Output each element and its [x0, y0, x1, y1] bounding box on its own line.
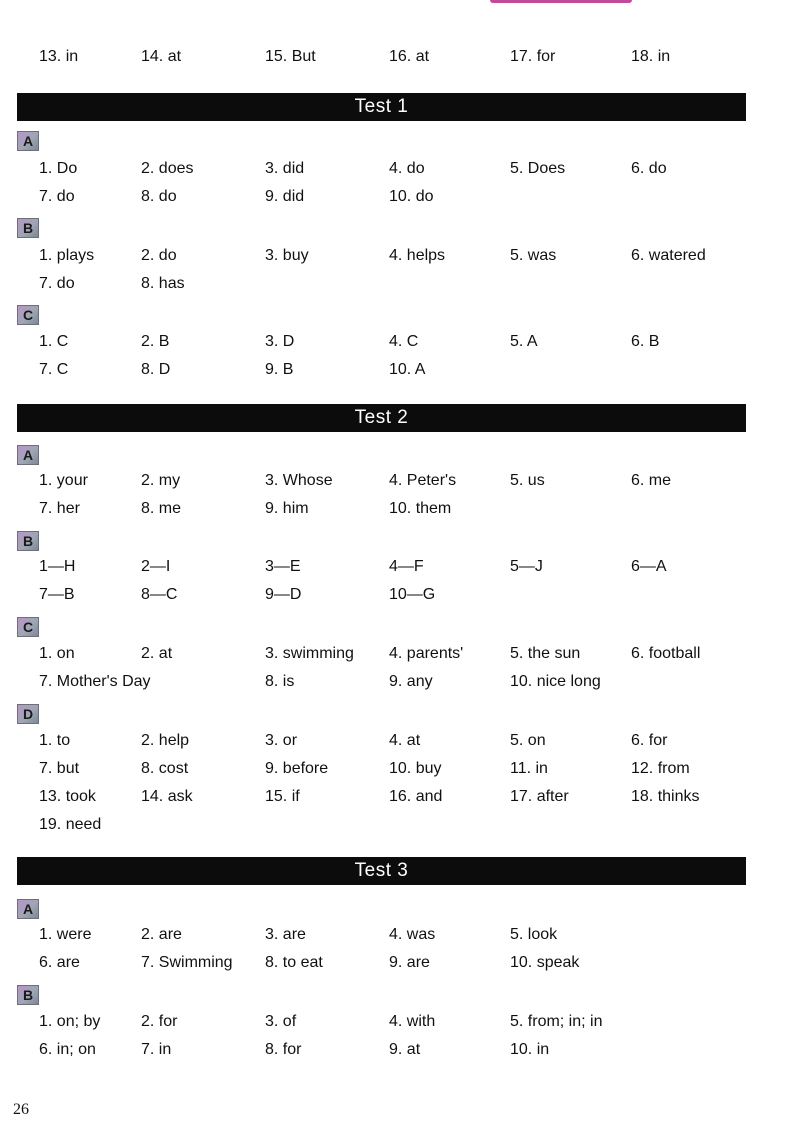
answer-item: 6. me	[631, 472, 672, 489]
answer-item: 6—A	[631, 558, 667, 575]
answer-item: 1. were	[39, 926, 92, 943]
answer-item: 5. from; in; in	[510, 1013, 603, 1030]
answer-row	[0, 951, 800, 975]
answer-item: 3. buy	[265, 247, 309, 264]
section-badge: B	[17, 985, 39, 1005]
answer-item: 4—F	[389, 558, 424, 575]
answer-item: 4. C	[389, 333, 419, 350]
answer-item: 5. look	[510, 926, 558, 943]
answer-item: 8—C	[141, 586, 178, 603]
answer-item: 16. and	[389, 788, 443, 805]
answer-item: 8. me	[141, 500, 182, 517]
section-badge: A	[17, 445, 39, 465]
answer-item: 2. help	[141, 732, 190, 749]
answer-item: 6. in; on	[39, 1041, 96, 1058]
answer-item: 13. in	[39, 48, 79, 65]
answer-item: 1. to	[39, 732, 71, 749]
answer-item: 9. are	[389, 954, 430, 971]
answer-item: 7. C	[39, 361, 69, 378]
answer-item: 10. in	[510, 1041, 550, 1058]
answer-item: 9—D	[265, 586, 302, 603]
answer-item: 10. nice long	[510, 673, 601, 690]
answer-item: 7. do	[39, 275, 75, 292]
answer-item: 5. Does	[510, 160, 566, 177]
section-badge: B	[17, 218, 39, 238]
answer-item: 5. was	[510, 247, 557, 264]
answer-item: 9. B	[265, 361, 294, 378]
answer-item: 14. ask	[141, 788, 193, 805]
section-badge: C	[17, 305, 39, 325]
answer-item: 7. Swimming	[141, 954, 233, 971]
answer-item: 2. my	[141, 472, 181, 489]
answer-item: 5. A	[510, 333, 538, 350]
answer-item: 9. before	[265, 760, 329, 777]
answer-item: 5. us	[510, 472, 545, 489]
answer-row	[0, 497, 800, 521]
answer-row	[0, 785, 800, 809]
answer-row	[0, 330, 800, 354]
answer-item: 15. But	[265, 48, 316, 65]
answer-item: 18. in	[631, 48, 671, 65]
answer-row	[0, 157, 800, 181]
answer-row	[0, 272, 800, 296]
answer-item: 1. on	[39, 645, 75, 662]
answer-item: 1. C	[39, 333, 69, 350]
test-heading-bar: Test 3	[17, 857, 746, 885]
answer-row	[0, 1038, 800, 1062]
answer-item: 3. of	[265, 1013, 297, 1030]
section-badge: B	[17, 531, 39, 551]
answer-item: 6. for	[631, 732, 668, 749]
answer-item: 3. are	[265, 926, 306, 943]
section-badge: A	[17, 899, 39, 919]
answer-item: 1. your	[39, 472, 88, 489]
answer-row	[0, 813, 800, 837]
answer-item: 4. was	[389, 926, 436, 943]
answer-item: 11. in	[510, 760, 548, 777]
answer-item: 8. D	[141, 361, 171, 378]
answer-item: 17. after	[510, 788, 569, 805]
answer-item: 4. Peter's	[389, 472, 457, 489]
answer-item: 2. B	[141, 333, 170, 350]
answer-item: 9. at	[389, 1041, 421, 1058]
answer-row	[0, 1010, 800, 1034]
section-badge: A	[17, 131, 39, 151]
page-number: 26	[13, 1101, 29, 1118]
answer-item: 16. at	[389, 48, 430, 65]
answer-item: 9. him	[265, 500, 309, 517]
section-badge: D	[17, 704, 39, 724]
answer-item: 8. is	[265, 673, 295, 690]
answer-item: 18. thinks	[631, 788, 700, 805]
answer-item: 8. cost	[141, 760, 189, 777]
answer-item: 7. but	[39, 760, 80, 777]
answer-item: 1. plays	[39, 247, 95, 264]
answer-item: 4. parents'	[389, 645, 464, 662]
answer-item: 3. Whose	[265, 472, 333, 489]
answer-row	[0, 670, 800, 694]
section-badge: C	[17, 617, 39, 637]
answer-row	[0, 729, 800, 753]
answer-item: 2. for	[141, 1013, 178, 1030]
answer-item: 3. or	[265, 732, 298, 749]
answer-item: 8. for	[265, 1041, 302, 1058]
answer-item: 2. at	[141, 645, 173, 662]
answer-item: 4. at	[389, 732, 421, 749]
answer-item: 12. from	[631, 760, 690, 777]
answer-row	[0, 469, 800, 493]
test-heading-bar: Test 2	[17, 404, 746, 432]
answer-item: 7. her	[39, 500, 80, 517]
answer-item: 8. to eat	[265, 954, 323, 971]
answer-item: 9. any	[389, 673, 433, 690]
answer-row	[0, 923, 800, 947]
top-accent-line	[490, 0, 632, 3]
answer-item: 8. do	[141, 188, 177, 205]
answer-item: 6. do	[631, 160, 667, 177]
answer-item: 4. with	[389, 1013, 436, 1030]
answer-item: 15. if	[265, 788, 300, 805]
answer-item: 10. speak	[510, 954, 580, 971]
answer-row	[0, 244, 800, 268]
answer-item: 14. at	[141, 48, 182, 65]
answer-item: 2. are	[141, 926, 182, 943]
answer-item: 3—E	[265, 558, 301, 575]
answer-item: 4. do	[389, 160, 425, 177]
answer-item: 13. took	[39, 788, 96, 805]
answer-row	[0, 358, 800, 382]
answer-item: 7—B	[39, 586, 75, 603]
answer-row	[0, 642, 800, 666]
answer-item: 5—J	[510, 558, 543, 575]
answer-item: 19. need	[39, 816, 102, 833]
answer-item: 3. did	[265, 160, 305, 177]
answer-item: 1. on; by	[39, 1013, 101, 1030]
answer-row	[0, 555, 800, 579]
answer-item: 8. has	[141, 275, 185, 292]
answer-item: 10. buy	[389, 760, 442, 777]
answer-item: 9. did	[265, 188, 305, 205]
answer-item: 10—G	[389, 586, 436, 603]
answer-item: 4. helps	[389, 247, 446, 264]
answer-item: 7. in	[141, 1041, 172, 1058]
answer-item: 6. B	[631, 333, 660, 350]
answer-row	[0, 583, 800, 607]
answer-row-previous	[0, 45, 800, 69]
answer-item: 2. does	[141, 160, 194, 177]
answer-item: 6. are	[39, 954, 80, 971]
answer-item: 2. do	[141, 247, 177, 264]
answer-item: 17. for	[510, 48, 556, 65]
answer-item: 3. D	[265, 333, 295, 350]
answer-item: 1—H	[39, 558, 76, 575]
answer-row	[0, 757, 800, 781]
answer-item: 5. on	[510, 732, 546, 749]
answer-item: 3. swimming	[265, 645, 354, 662]
answer-item: 1. Do	[39, 160, 78, 177]
answer-item: 5. the sun	[510, 645, 581, 662]
answer-item: 10. do	[389, 188, 434, 205]
answer-item: 7. Mother's Day	[39, 673, 151, 690]
answer-row	[0, 185, 800, 209]
answer-item: 6. watered	[631, 247, 706, 264]
answer-item: 6. football	[631, 645, 701, 662]
answer-item: 10. A	[389, 361, 426, 378]
answer-item: 10. them	[389, 500, 452, 517]
answer-item: 2—I	[141, 558, 171, 575]
answer-item: 7. do	[39, 188, 75, 205]
test-heading-bar: Test 1	[17, 93, 746, 121]
